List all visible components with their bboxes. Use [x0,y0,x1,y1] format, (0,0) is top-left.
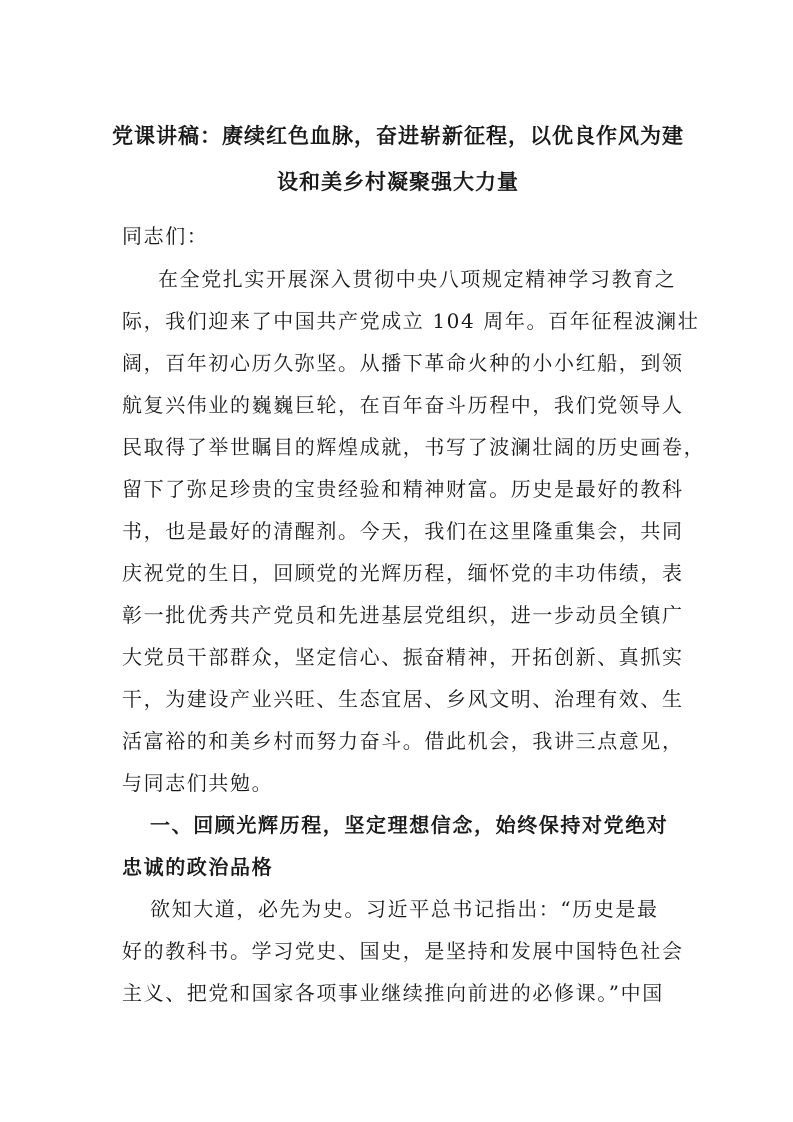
salutation: 同志们： [122,224,209,248]
paragraph-2-line: 欲知大道，必先为史。习近平总书记指出：“历史是最 [150,897,659,921]
paragraph-1-line: 阔，百年初心历久弥坚。从播下革命火种的小小红船，到领 [122,351,684,375]
document-title-line-2: 设和美乡村凝聚强大力量 [277,169,519,194]
paragraph-1-line: 活富裕的和美乡村而努力奋斗。借此机会，我讲三点意见， [122,729,684,753]
document-title-line-1: 党课讲稿：赓续红色血脉，奋进崭新征程，以优良作风为建 [112,123,684,148]
paragraph-1-line: 与同志们共勉。 [122,771,274,795]
paragraph-2-line: 好的教科书。学习党史、国史，是坚持和发展中国特色社会 [122,939,684,963]
paragraph-1-line: 航复兴伟业的巍巍巨轮，在百年奋斗历程中，我们党领导人 [122,393,684,417]
paragraph-1-line: 民取得了举世瞩目的辉煌成就，书写了波澜壮阔的历史画卷， [122,435,706,459]
paragraph-1-line: 庆祝党的生日，回顾党的光辉历程，缅怀党的丰功伟绩，表 [122,561,684,585]
paragraph-1-line: 彰一批优秀共产党员和先进基层党组织，进一步动员全镇广 [122,603,684,627]
paragraph-1-line: 留下了弥足珍贵的宝贵经验和精神财富。历史是最好的教科 [122,477,684,501]
paragraph-1-line: 书，也是最好的清醒剂。今天，我们在这里隆重集会，共同 [122,519,684,543]
section-heading-1-line: 忠诚的政治品格 [122,855,274,879]
paragraph-1-line: 大党员干部群众，坚定信心、振奋精神，开拓创新、真抓实 [122,645,684,669]
section-heading-1-line: 一、回顾光辉历程，坚定理想信念，始终保持对党绝对 [150,813,669,837]
paragraph-1-line: 际，我们迎来了中国共产党成立 104 周年。百年征程波澜壮 [122,309,700,333]
paragraph-2-line: 主义、把党和国家各项事业继续推向前进的必修课。”中国 [122,981,664,1005]
paragraph-1-line: 干，为建设产业兴旺、生态宜居、乡风文明、治理有效、生 [122,687,684,711]
paragraph-1-line: 在全党扎实开展深入贯彻中央八项规定精神学习教育之 [158,267,677,291]
